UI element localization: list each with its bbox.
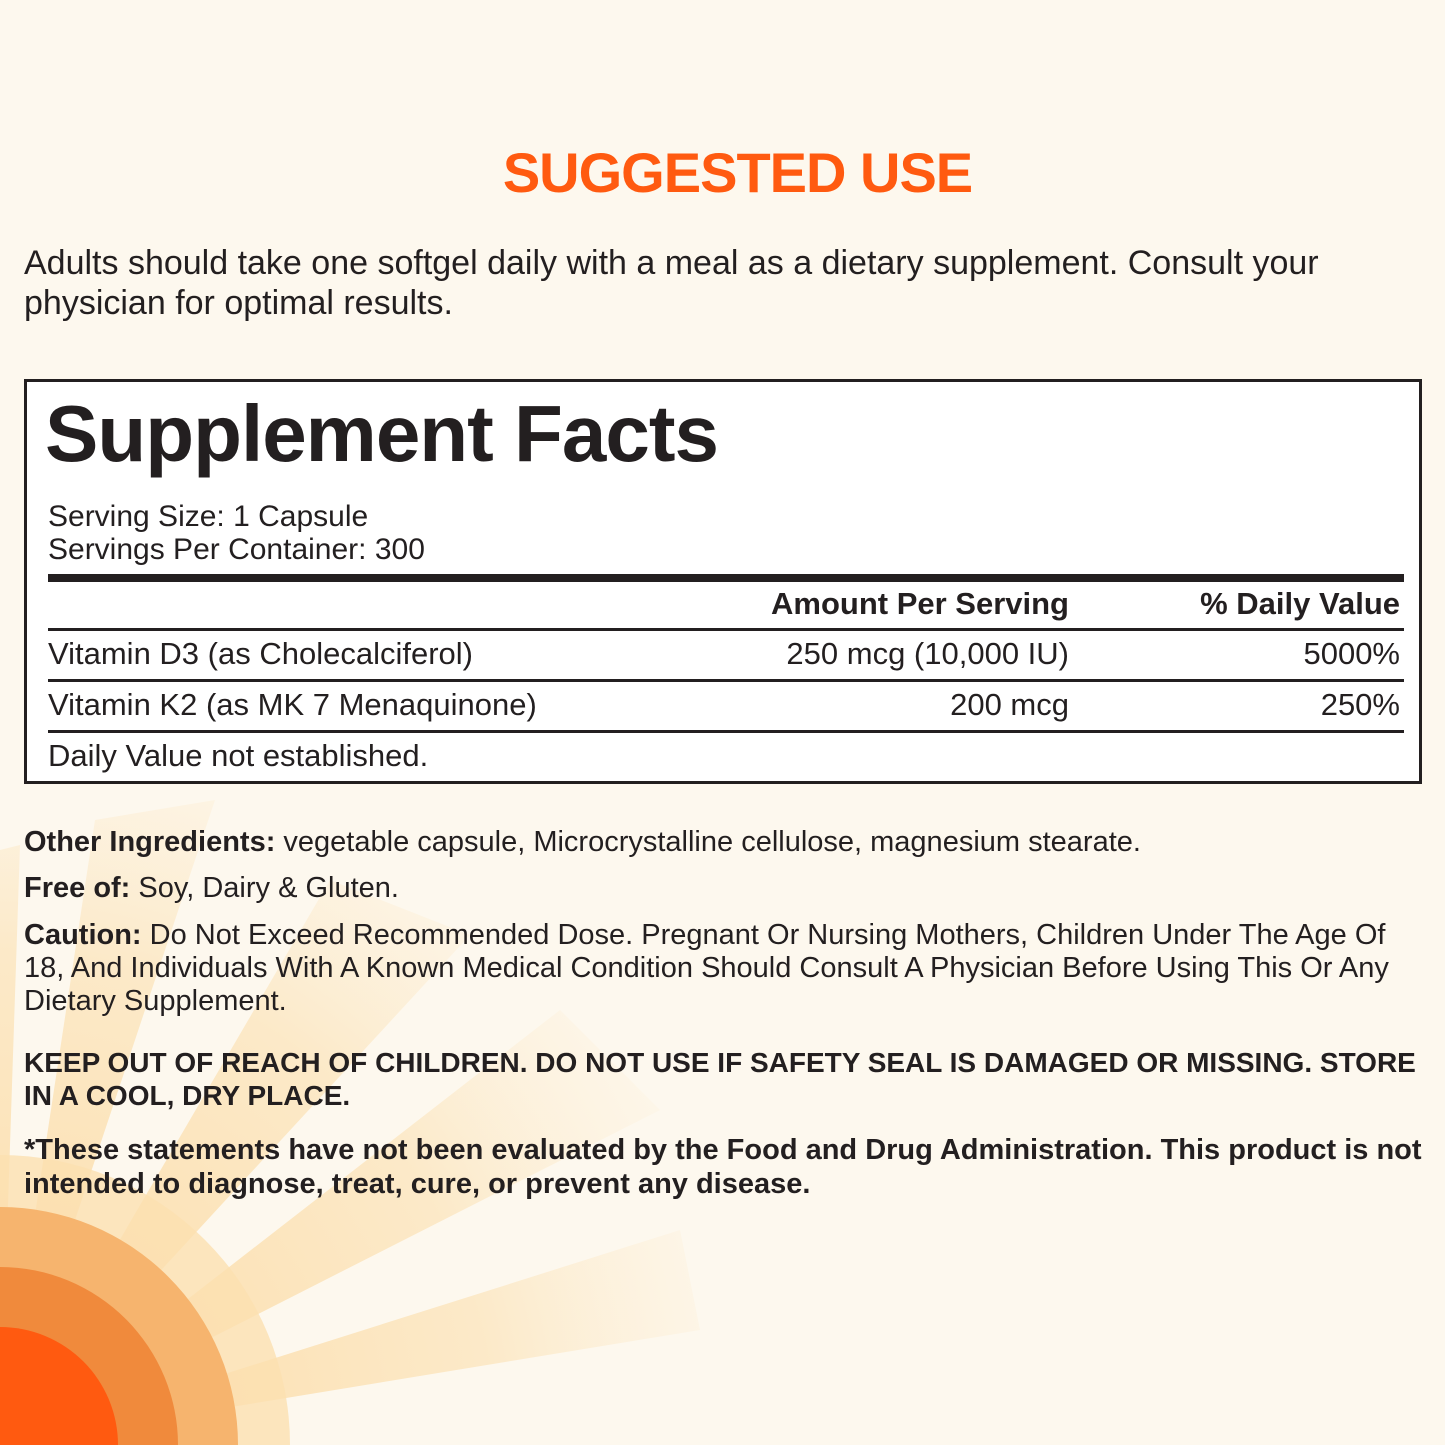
free-of-label: Free of: [24,872,131,904]
thick-divider [48,574,1404,582]
free-of-text: Soy, Dairy & Gluten. [138,872,399,904]
storage-warning: KEEP OUT OF REACH OF CHILDREN. DO NOT USE IF SAFETY SEAL IS DAMAGED OR MISSING. STORE IN A COOL, DRY PLACE. [24,1047,1416,1111]
nutrient-amount-vitamin-d3: 250 mcg (10,000 IU) [786,636,1069,671]
amount-column-header: Amount Per Serving [771,586,1069,621]
row-divider [48,679,1404,682]
nutrient-daily-value-vitamin-k2: 250% [1320,687,1400,722]
daily-value-column-header: % Daily Value [1200,586,1400,621]
servings-per-container: Servings Per Container: 300 [48,533,425,566]
nutrient-name-vitamin-k2: Vitamin K2 (as MK 7 Menaquinone) [48,687,537,722]
fda-disclaimer: *These statements have not been evaluated by the Food and Drug Administration. This product is not intended to diagnose, treat, cure, or prevent any disease. [24,1134,1422,1200]
other-ingredients-text: vegetable capsule, Microcrystalline cellulose, magnesium stearate. [283,826,1141,858]
caution-text: Do Not Exceed Recommended Dose. Pregnant Or Nursing Mothers, Children Under The Age Of 18, And Individuals With A Known Medical Condition Should Consult A Physician Before Using This Or Any Dietary Supplement. [24,919,1389,1017]
serving-size: Serving Size: 1 Capsule [48,500,369,533]
row-divider [48,628,1404,631]
free-of [24,872,1424,905]
supplement-facts-panel [24,379,1422,784]
suggested-use-text: Adults should take one softgel daily with a meal as a dietary supplement. Consult your physician for optimal results. [24,244,1319,322]
nutrient-name-vitamin-d3: Vitamin D3 (as Cholecalciferol) [48,636,473,671]
other-ingredients [24,826,1424,859]
caution [24,919,1424,1018]
suggested-use-heading: SUGGESTED USE [502,141,973,204]
row-divider [48,730,1404,733]
supplement-facts-title: Supplement Facts [45,389,719,478]
daily-value-footnote: Daily Value not established. [48,738,429,773]
nutrient-amount-vitamin-k2: 200 mcg [950,687,1069,722]
nutrient-daily-value-vitamin-d3: 5000% [1303,636,1400,671]
caution-label: Caution: [24,919,142,951]
other-ingredients-label: Other Ingredients: [24,826,276,858]
